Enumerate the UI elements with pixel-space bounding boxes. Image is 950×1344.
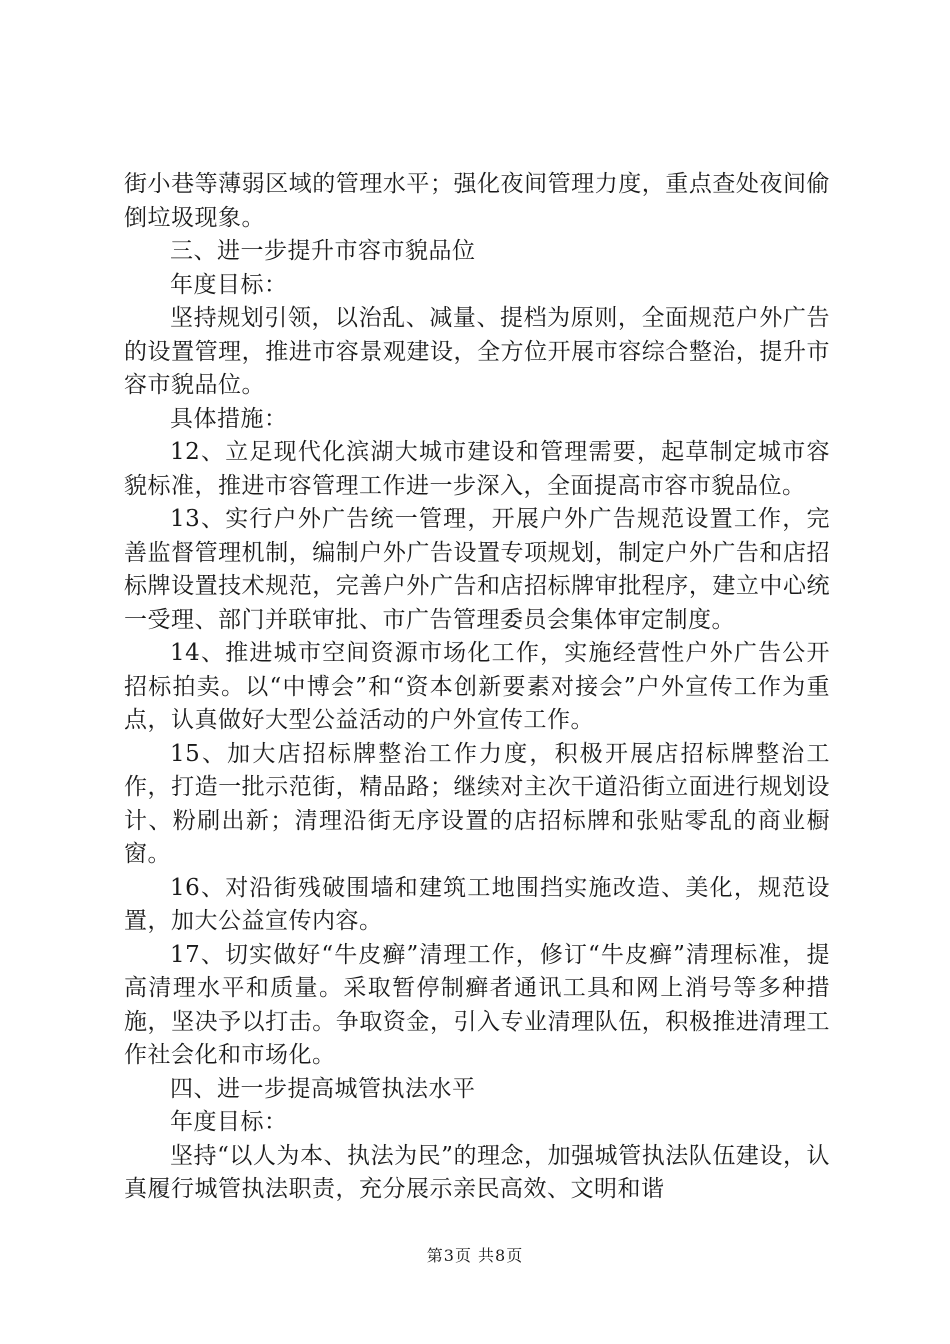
paragraph: 14、推进城市空间资源市场化工作，实施经营性户外广告公开招标拍卖。以“中博会”和“资本创新要素对接会”户外宣传工作为重点，认真做好大型公益活动的户外宣传工作。 xyxy=(124,640,830,733)
paragraph: 12、立足现代化滨湖大城市建设和管理需要，起草制定城市容貌标准，推进市容管理工作进一步深入，全面提高市容市貌品位。 xyxy=(124,439,830,499)
paragraph: 13、实行户外广告统一管理，开展户外广告规范设置工作，完善监督管理机制，编制户外广告设置专项规划，制定户外广告和店招标牌设置技术规范，完善户外广告和店招标牌审批程序，建立中心统一受理、部门并联审批、市广告管理委员会集体审定制度。 xyxy=(124,506,830,633)
paragraph: 坚持规划引领，以治乱、减量、提档为原则，全面规范户外广告的设置管理，推进市容景观建设，全方位开展市容综合整治，提升市容市貌品位。 xyxy=(124,305,830,398)
document-body xyxy=(124,168,830,1207)
page-footer: 第3页 共8页 xyxy=(426,1246,524,1265)
paragraph: 坚持“以人为本、执法为民”的理念，加强城管执法队伍建设，认真履行城管执法职责，充分展示亲民高效、文明和谐 xyxy=(124,1142,830,1202)
paragraph: 年度目标： xyxy=(170,1109,288,1135)
paragraph: 16、对沿街残破围墙和建筑工地围挡实施改造、美化，规范设置，加大公益宣传内容。 xyxy=(124,874,830,934)
paragraph: 三、进一步提升市容市貌品位 xyxy=(170,238,476,264)
paragraph: 街小巷等薄弱区域的管理水平；强化夜间管理力度，重点查处夜间偷倒垃圾现象。 xyxy=(124,171,830,231)
paragraph: 15、加大店招标牌整治工作力度，积极开展店招标牌整治工作，打造一批示范街，精品路；继续对主次干道沿街立面进行规划设计、粉刷出新；清理沿街无序设置的店招标牌和张贴零乱的商业橱窗。 xyxy=(124,740,830,867)
paragraph: 四、进一步提高城管执法水平 xyxy=(170,1075,476,1102)
paragraph: 17、切实做好“牛皮癣”清理工作，修订“牛皮癣”清理标准，提高清理水平和质量。采取暂停制癣者通讯工具和网上消号等多种措施，坚决予以打击。争取资金，引入专业清理队伍，积极推进清理工作社会化和市场化。 xyxy=(124,941,830,1068)
paragraph: 年度目标： xyxy=(170,271,288,298)
paragraph: 具体措施： xyxy=(170,405,288,432)
